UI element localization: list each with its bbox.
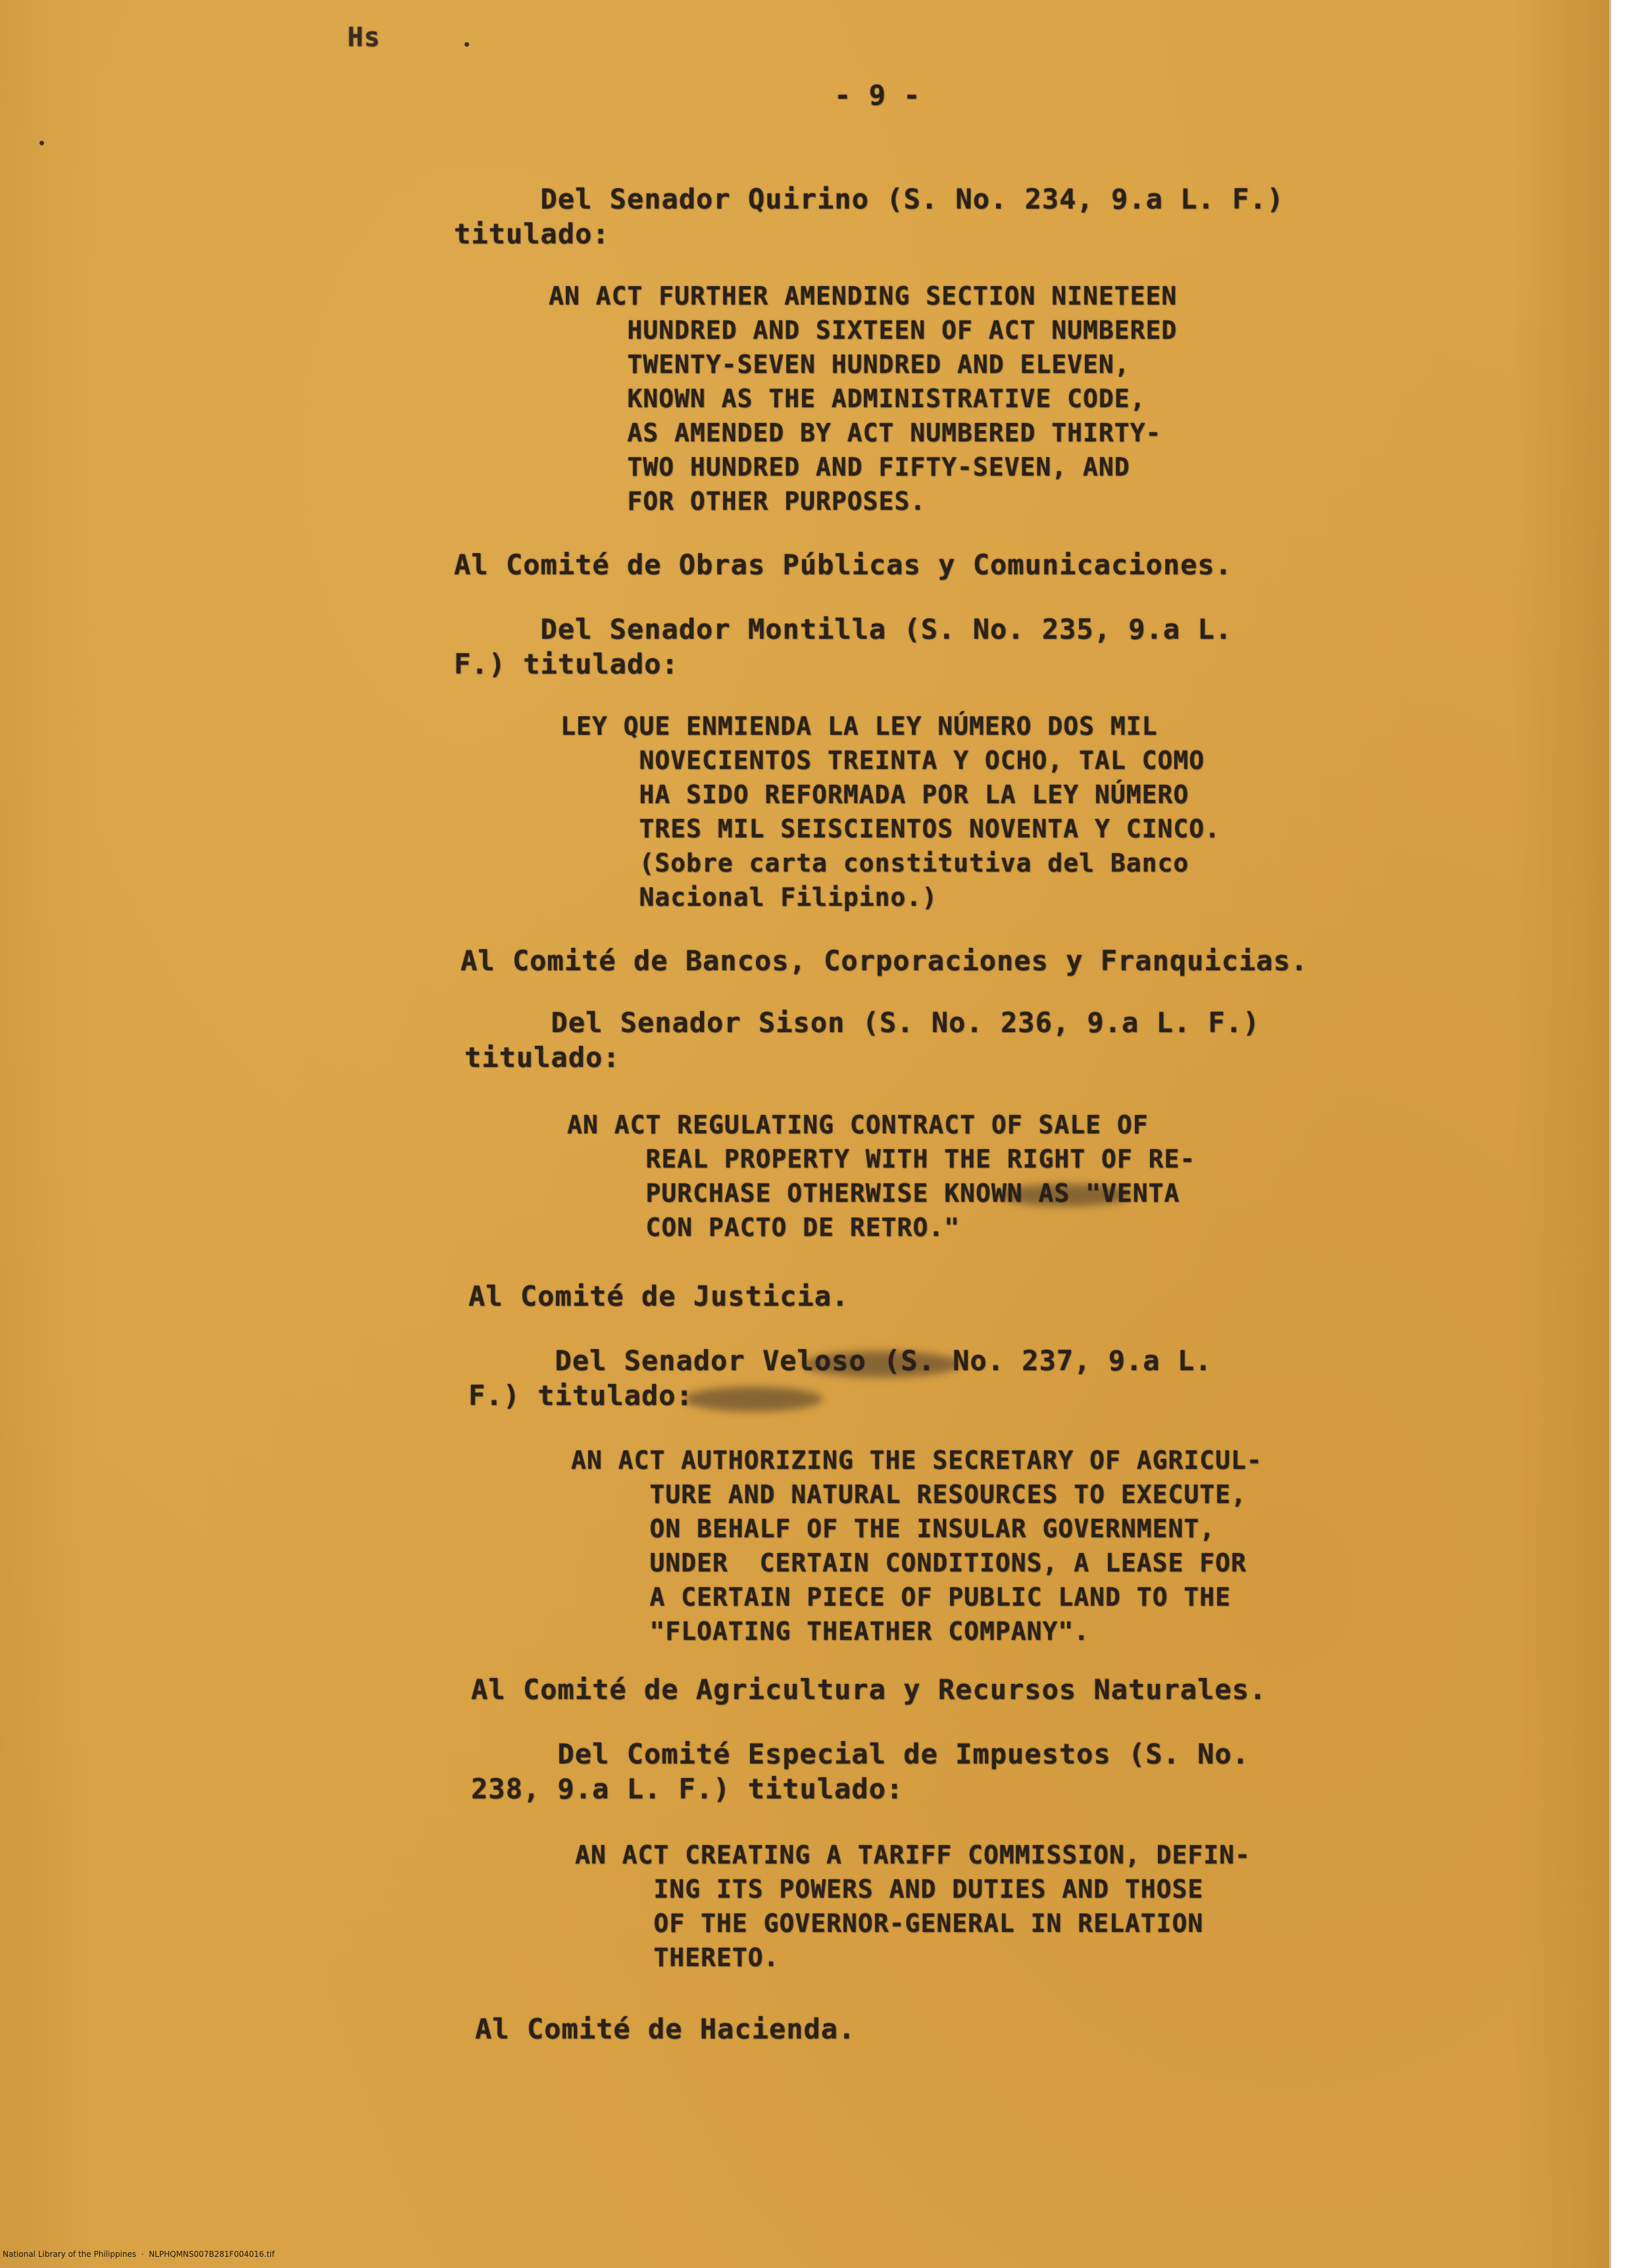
entry-intro: Del Senador Veloso (S. No. 237, 9.a L. F.) titulado: [468, 1344, 1213, 1412]
corner-mark: Hs [347, 22, 381, 53]
entry-intro: Del Senador Sison (S. No. 236, 9.a L. F.) titulado: [464, 1006, 1261, 1073]
ink-dot [464, 42, 469, 47]
bill-title: AN ACT AUTHORIZING THE SECRETARY OF AGRICUL- TURE AND NATURAL RESOURCES TO EXECUTE, ON BEHALF OF THE INSULAR GOVERNMENT, UNDER CERTAIN CONDITIONS, A LEASE FOR A CERTAIN PIECE OF PUBLIC LAND TO THE "FLOATING THEATHER COMPANY". [571, 1446, 1263, 1646]
committee-referral: Al Comité de Hacienda. [475, 2013, 856, 2045]
archive-credit: National Library of the Philippines · NLPHQMNS007B281F004016.tif [3, 2250, 275, 2259]
committee-referral: Al Comité de Agricultura y Recursos Naturales. [471, 1673, 1267, 1706]
bill-title: LEY QUE ENMIENDA LA LEY NÚMERO DOS MIL NOVECIENTOS TREINTA Y OCHO, TAL COMO HA SIDO REFORMADA POR LA LEY NÚMERO TRES MIL SEISCIENTOS NOVENTA Y CINCO. (Sobre carta constitutiva del Banco Nacional Filipino.) [561, 712, 1220, 912]
ink-smudge [803, 1351, 961, 1377]
entry-intro: Del Senador Montilla (S. No. 235, 9.a L. F.) titulado: [454, 613, 1232, 680]
page-number: - 9 - [834, 79, 921, 111]
ink-smudge [684, 1387, 822, 1412]
bill-title: AN ACT FURTHER AMENDING SECTION NINETEEN HUNDRED AND SIXTEEN OF ACT NUMBERED TWENTY-SEVEN HUNDRED AND ELEVEN, KNOWN AS THE ADMINISTRATIVE CODE, AS AMENDED BY ACT NUMBERED THIRTY- TWO HUNDRED AND FIFTY-SEVEN, AND FOR OTHER PURPOSES. [549, 282, 1178, 516]
committee-referral: Al Comité de Obras Públicas y Comunicaciones. [454, 549, 1232, 581]
committee-referral: Al Comité de Bancos, Corporaciones y Franquicias. [461, 945, 1309, 977]
ink-dot [39, 141, 44, 145]
bill-title: AN ACT REGULATING CONTRACT OF SALE OF REAL PROPERTY WITH THE RIGHT OF RE- PURCHASE OTHERWISE KNOWN AS "VENTA CON PACTO DE RETRO." [567, 1110, 1196, 1242]
ink-smudge [1000, 1184, 1132, 1206]
entry-intro: Del Comité Especial de Impuestos (S. No. 238, 9.a L. F.) titulado: [471, 1738, 1249, 1805]
bill-title: AN ACT CREATING A TARIFF COMMISSION, DEFIN- ING ITS POWERS AND DUTIES AND THOSE OF THE GOVERNOR-GENERAL IN RELATION THERETO. [575, 1840, 1251, 1972]
committee-referral: Al Comité de Justicia. [468, 1280, 849, 1312]
entry-intro: Del Senador Quirino (S. No. 234, 9.a L. F.) titulado: [454, 183, 1284, 250]
